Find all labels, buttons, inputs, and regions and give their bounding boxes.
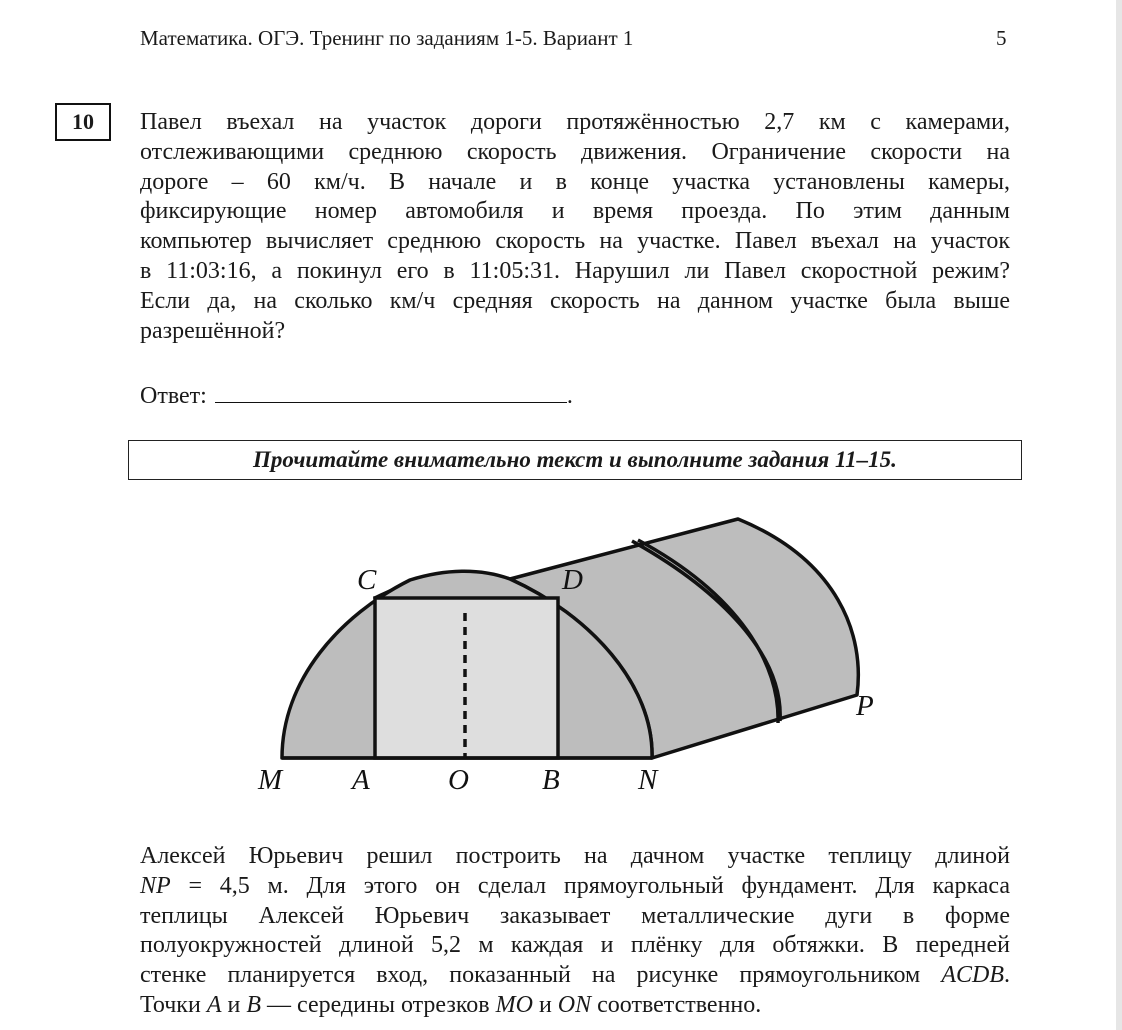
var-acdb: ACDB <box>941 962 1004 989</box>
answer-field[interactable] <box>215 380 567 403</box>
text2-fragment: . <box>1004 962 1010 989</box>
task-line: в 11:03:16, а покинул его в 11:05:31. Нарушил ли Павел скоростной режим? <box>140 257 1010 284</box>
task-number-box: 10 <box>55 103 111 141</box>
greenhouse-text <box>140 842 1010 1021</box>
text2-line <box>140 872 1010 902</box>
label-d: D <box>562 564 583 596</box>
text2-fragment: соответственно. <box>591 991 762 1018</box>
greenhouse-drawing <box>240 505 900 815</box>
var-on: ON <box>557 991 592 1018</box>
text2-line <box>140 991 1010 1021</box>
text2-fragment: Точки <box>140 991 207 1018</box>
text2-line: теплицы Алексей Юрьевич заказывает металлические дуги в форме <box>140 902 1010 929</box>
task-line: Павел въехал на участок дороги протяжённостью 2,7 км с камерами, <box>140 109 1010 135</box>
label-m: M <box>258 764 283 796</box>
var-b: B <box>246 991 261 1018</box>
greenhouse-figure <box>240 505 900 820</box>
task-line: компьютер вычисляет среднюю скорость на участке. Павел въехал на участок <box>140 228 1010 255</box>
text2-line: Алексей Юрьевич решил построить на дачном участке теплицу длиной <box>140 843 1010 869</box>
label-p: P <box>856 690 874 722</box>
text2-fragment: стенке планируется вход, показанный на рисунке прямоугольником <box>140 962 942 989</box>
label-o: O <box>448 764 469 796</box>
text2-fragment: = 4,5 м. Для этого он сделал прямоугольный фундамент. Для каркаса <box>170 872 1010 899</box>
var-mo: MO <box>495 991 533 1018</box>
text2-line: полуокружностей длиной 5,2 м каждая и плёнку для обтяжки. В передней <box>140 932 1010 959</box>
task-line: Если да, на сколько км/ч средняя скорость на данном участке была выше <box>140 287 1010 314</box>
door-rectangle-acdb <box>375 598 558 758</box>
task-line: фиксирующие номер автомобиля и время проезда. По этим данным <box>140 198 1010 225</box>
text2-fragment: — середины отрезков <box>261 991 496 1018</box>
answer-row <box>140 380 573 410</box>
text2-fragment: и <box>221 991 247 1018</box>
var-a: A <box>206 991 222 1018</box>
answer-period: . <box>566 383 573 409</box>
instruction-banner: Прочитайте внимательно текст и выполните задания 11–15. <box>128 440 1022 480</box>
label-a: A <box>352 764 370 796</box>
task-10-text <box>140 108 1010 346</box>
page-header-title: Математика. ОГЭ. Тренинг по заданиям 1-5. Вариант 1 <box>140 26 634 50</box>
answer-label: Ответ: <box>140 383 207 409</box>
task-line: разрешённой? <box>140 317 286 344</box>
text2-line <box>140 961 1010 991</box>
text2-fragment: и <box>532 991 558 1018</box>
task-line: отслеживающими среднюю скорость движения. Ограничение скорости на <box>140 138 1010 165</box>
var-np: NP <box>140 872 171 899</box>
page-number: 5 <box>996 26 1007 50</box>
page-edge <box>1116 0 1122 1030</box>
label-b: B <box>542 764 560 796</box>
task-line: дороге – 60 км/ч. В начале и в конце участка установлены камеры, <box>140 168 1010 195</box>
label-c: C <box>357 564 377 596</box>
label-n: N <box>638 764 658 796</box>
